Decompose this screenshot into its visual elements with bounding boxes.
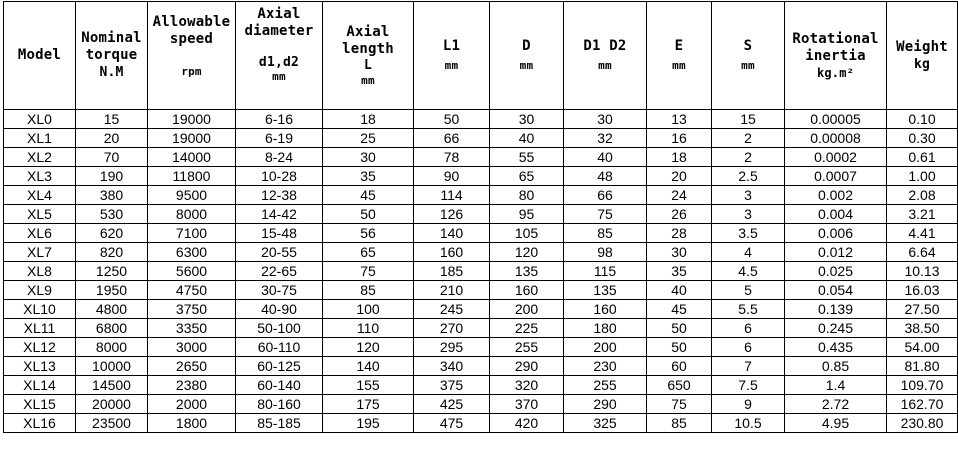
cell-axial-diameter: 80-160 xyxy=(236,395,323,414)
cell-allowable-speed: 8000 xyxy=(148,205,236,224)
cell-weight: 1.00 xyxy=(887,167,958,186)
cell-e: 50 xyxy=(647,338,712,357)
cell-rotational-inertia: 0.004 xyxy=(785,205,887,224)
cell-axial-length: 100 xyxy=(323,300,414,319)
cell-model: XL5 xyxy=(4,205,76,224)
cell-rotational-inertia: 0.025 xyxy=(785,262,887,281)
cell-axial-diameter: 8-24 xyxy=(236,148,323,167)
header-axial-diameter: Axial diameter d1,d2 mm xyxy=(236,2,323,110)
cell-s: 2 xyxy=(712,148,785,167)
cell-weight: 109.70 xyxy=(887,376,958,395)
cell-axial-diameter: 22-65 xyxy=(236,262,323,281)
header-model: Model xyxy=(4,2,76,110)
cell-e: 45 xyxy=(647,300,712,319)
cell-l1: 140 xyxy=(414,224,490,243)
header-row xyxy=(4,2,958,110)
cell-axial-length: 195 xyxy=(323,414,414,433)
cell-model: XL16 xyxy=(4,414,76,433)
cell-weight: 2.08 xyxy=(887,186,958,205)
cell-nominal-torque: 1950 xyxy=(76,281,148,300)
cell-l1: 210 xyxy=(414,281,490,300)
cell-e: 24 xyxy=(647,186,712,205)
cell-s: 2.5 xyxy=(712,167,785,186)
cell-l1: 185 xyxy=(414,262,490,281)
cell-l1: 50 xyxy=(414,110,490,129)
cell-d1-d2: 98 xyxy=(564,243,647,262)
cell-weight: 16.03 xyxy=(887,281,958,300)
header-d: D mm xyxy=(490,2,564,110)
cell-d1-d2: 115 xyxy=(564,262,647,281)
cell-weight: 0.61 xyxy=(887,148,958,167)
cell-d1-d2: 180 xyxy=(564,319,647,338)
cell-nominal-torque: 14500 xyxy=(76,376,148,395)
cell-d: 120 xyxy=(490,243,564,262)
header-allowable-speed: Allowable speed rpm xyxy=(148,2,236,110)
cell-d: 30 xyxy=(490,110,564,129)
cell-allowable-speed: 3750 xyxy=(148,300,236,319)
cell-axial-length: 120 xyxy=(323,338,414,357)
cell-rotational-inertia: 0.435 xyxy=(785,338,887,357)
table-row xyxy=(4,129,958,148)
cell-d: 135 xyxy=(490,262,564,281)
cell-nominal-torque: 380 xyxy=(76,186,148,205)
cell-d: 55 xyxy=(490,148,564,167)
cell-nominal-torque: 190 xyxy=(76,167,148,186)
header-rotational-inertia: Rotational inertia kg.m² xyxy=(785,2,887,110)
cell-d: 420 xyxy=(490,414,564,433)
cell-d: 370 xyxy=(490,395,564,414)
cell-e: 28 xyxy=(647,224,712,243)
cell-axial-diameter: 14-42 xyxy=(236,205,323,224)
cell-model: XL0 xyxy=(4,110,76,129)
cell-nominal-torque: 530 xyxy=(76,205,148,224)
cell-axial-diameter: 12-38 xyxy=(236,186,323,205)
cell-allowable-speed: 2380 xyxy=(148,376,236,395)
header-s: S mm xyxy=(712,2,785,110)
cell-d: 40 xyxy=(490,129,564,148)
cell-axial-length: 35 xyxy=(323,167,414,186)
cell-allowable-speed: 2650 xyxy=(148,357,236,376)
cell-model: XL9 xyxy=(4,281,76,300)
cell-allowable-speed: 1800 xyxy=(148,414,236,433)
header-weight: Weight kg xyxy=(887,2,958,110)
table-row xyxy=(4,319,958,338)
cell-d1-d2: 325 xyxy=(564,414,647,433)
cell-rotational-inertia: 0.245 xyxy=(785,319,887,338)
table-row xyxy=(4,357,958,376)
cell-l1: 78 xyxy=(414,148,490,167)
cell-axial-diameter: 6-19 xyxy=(236,129,323,148)
cell-axial-length: 50 xyxy=(323,205,414,224)
cell-nominal-torque: 6800 xyxy=(76,319,148,338)
cell-e: 650 xyxy=(647,376,712,395)
cell-model: XL11 xyxy=(4,319,76,338)
cell-axial-diameter: 15-48 xyxy=(236,224,323,243)
cell-nominal-torque: 15 xyxy=(76,110,148,129)
table-row xyxy=(4,300,958,319)
cell-axial-length: 65 xyxy=(323,243,414,262)
cell-e: 40 xyxy=(647,281,712,300)
cell-d: 95 xyxy=(490,205,564,224)
cell-e: 60 xyxy=(647,357,712,376)
cell-l1: 90 xyxy=(414,167,490,186)
cell-nominal-torque: 8000 xyxy=(76,338,148,357)
cell-d1-d2: 66 xyxy=(564,186,647,205)
cell-d1-d2: 135 xyxy=(564,281,647,300)
cell-allowable-speed: 3350 xyxy=(148,319,236,338)
cell-allowable-speed: 19000 xyxy=(148,129,236,148)
cell-s: 9 xyxy=(712,395,785,414)
cell-e: 20 xyxy=(647,167,712,186)
cell-axial-diameter: 85-185 xyxy=(236,414,323,433)
cell-axial-length: 75 xyxy=(323,262,414,281)
cell-l1: 270 xyxy=(414,319,490,338)
cell-allowable-speed: 11800 xyxy=(148,167,236,186)
cell-axial-length: 155 xyxy=(323,376,414,395)
cell-s: 4 xyxy=(712,243,785,262)
table-row xyxy=(4,205,958,224)
cell-axial-length: 30 xyxy=(323,148,414,167)
cell-d1-d2: 230 xyxy=(564,357,647,376)
cell-d: 105 xyxy=(490,224,564,243)
cell-nominal-torque: 10000 xyxy=(76,357,148,376)
cell-model: XL7 xyxy=(4,243,76,262)
table-row xyxy=(4,395,958,414)
cell-model: XL15 xyxy=(4,395,76,414)
cell-e: 50 xyxy=(647,319,712,338)
cell-rotational-inertia: 0.00008 xyxy=(785,129,887,148)
cell-l1: 340 xyxy=(414,357,490,376)
cell-axial-diameter: 20-55 xyxy=(236,243,323,262)
cell-weight: 10.13 xyxy=(887,262,958,281)
cell-axial-length: 110 xyxy=(323,319,414,338)
cell-weight: 0.10 xyxy=(887,110,958,129)
table-row xyxy=(4,281,958,300)
cell-s: 4.5 xyxy=(712,262,785,281)
cell-allowable-speed: 19000 xyxy=(148,110,236,129)
cell-allowable-speed: 6300 xyxy=(148,243,236,262)
cell-axial-length: 25 xyxy=(323,129,414,148)
cell-d1-d2: 48 xyxy=(564,167,647,186)
cell-e: 30 xyxy=(647,243,712,262)
cell-d: 225 xyxy=(490,319,564,338)
cell-e: 16 xyxy=(647,129,712,148)
cell-weight: 38.50 xyxy=(887,319,958,338)
cell-axial-diameter: 10-28 xyxy=(236,167,323,186)
cell-s: 3 xyxy=(712,186,785,205)
cell-s: 2 xyxy=(712,129,785,148)
cell-d: 290 xyxy=(490,357,564,376)
cell-l1: 126 xyxy=(414,205,490,224)
table-row xyxy=(4,338,958,357)
cell-s: 10.5 xyxy=(712,414,785,433)
cell-weight: 230.80 xyxy=(887,414,958,433)
cell-s: 7.5 xyxy=(712,376,785,395)
cell-axial-diameter: 60-110 xyxy=(236,338,323,357)
cell-nominal-torque: 20 xyxy=(76,129,148,148)
table-row xyxy=(4,414,958,433)
cell-rotational-inertia: 0.012 xyxy=(785,243,887,262)
cell-model: XL2 xyxy=(4,148,76,167)
cell-rotational-inertia: 0.0002 xyxy=(785,148,887,167)
cell-model: XL14 xyxy=(4,376,76,395)
cell-rotational-inertia: 0.0007 xyxy=(785,167,887,186)
cell-e: 13 xyxy=(647,110,712,129)
cell-weight: 54.00 xyxy=(887,338,958,357)
cell-weight: 3.21 xyxy=(887,205,958,224)
cell-e: 75 xyxy=(647,395,712,414)
cell-weight: 162.70 xyxy=(887,395,958,414)
cell-e: 35 xyxy=(647,262,712,281)
cell-s: 7 xyxy=(712,357,785,376)
header-axial-length: Axial length L mm xyxy=(323,2,414,110)
cell-allowable-speed: 14000 xyxy=(148,148,236,167)
cell-d1-d2: 32 xyxy=(564,129,647,148)
cell-weight: 27.50 xyxy=(887,300,958,319)
cell-rotational-inertia: 0.054 xyxy=(785,281,887,300)
cell-e: 18 xyxy=(647,148,712,167)
spec-table-body xyxy=(4,110,958,433)
cell-l1: 375 xyxy=(414,376,490,395)
cell-weight: 6.64 xyxy=(887,243,958,262)
cell-rotational-inertia: 1.4 xyxy=(785,376,887,395)
cell-d: 80 xyxy=(490,186,564,205)
cell-axial-diameter: 60-140 xyxy=(236,376,323,395)
cell-s: 5 xyxy=(712,281,785,300)
header-e: E mm xyxy=(647,2,712,110)
cell-nominal-torque: 820 xyxy=(76,243,148,262)
cell-l1: 475 xyxy=(414,414,490,433)
table-row xyxy=(4,148,958,167)
cell-d1-d2: 40 xyxy=(564,148,647,167)
cell-axial-length: 45 xyxy=(323,186,414,205)
cell-allowable-speed: 9500 xyxy=(148,186,236,205)
cell-axial-diameter: 6-16 xyxy=(236,110,323,129)
cell-axial-length: 175 xyxy=(323,395,414,414)
cell-rotational-inertia: 0.006 xyxy=(785,224,887,243)
cell-d1-d2: 30 xyxy=(564,110,647,129)
cell-d: 320 xyxy=(490,376,564,395)
cell-s: 6 xyxy=(712,319,785,338)
cell-allowable-speed: 7100 xyxy=(148,224,236,243)
cell-l1: 295 xyxy=(414,338,490,357)
cell-weight: 81.80 xyxy=(887,357,958,376)
cell-axial-diameter: 30-75 xyxy=(236,281,323,300)
cell-d: 65 xyxy=(490,167,564,186)
cell-rotational-inertia: 4.95 xyxy=(785,414,887,433)
cell-l1: 66 xyxy=(414,129,490,148)
cell-nominal-torque: 70 xyxy=(76,148,148,167)
cell-axial-diameter: 60-125 xyxy=(236,357,323,376)
cell-model: XL4 xyxy=(4,186,76,205)
coupling-spec-table xyxy=(3,1,958,433)
cell-s: 5.5 xyxy=(712,300,785,319)
table-row xyxy=(4,110,958,129)
cell-rotational-inertia: 0.139 xyxy=(785,300,887,319)
cell-axial-length: 140 xyxy=(323,357,414,376)
cell-d1-d2: 75 xyxy=(564,205,647,224)
cell-e: 26 xyxy=(647,205,712,224)
cell-nominal-torque: 1250 xyxy=(76,262,148,281)
cell-model: XL6 xyxy=(4,224,76,243)
cell-l1: 160 xyxy=(414,243,490,262)
cell-axial-length: 85 xyxy=(323,281,414,300)
cell-d: 255 xyxy=(490,338,564,357)
header-l1: L1 mm xyxy=(414,2,490,110)
cell-d: 200 xyxy=(490,300,564,319)
cell-nominal-torque: 23500 xyxy=(76,414,148,433)
cell-d1-d2: 255 xyxy=(564,376,647,395)
cell-d1-d2: 85 xyxy=(564,224,647,243)
cell-model: XL13 xyxy=(4,357,76,376)
cell-allowable-speed: 4750 xyxy=(148,281,236,300)
cell-nominal-torque: 20000 xyxy=(76,395,148,414)
cell-allowable-speed: 5600 xyxy=(148,262,236,281)
cell-d1-d2: 160 xyxy=(564,300,647,319)
cell-model: XL10 xyxy=(4,300,76,319)
cell-s: 15 xyxy=(712,110,785,129)
cell-s: 3.5 xyxy=(712,224,785,243)
cell-e: 85 xyxy=(647,414,712,433)
cell-rotational-inertia: 2.72 xyxy=(785,395,887,414)
cell-rotational-inertia: 0.00005 xyxy=(785,110,887,129)
table-row xyxy=(4,167,958,186)
cell-d1-d2: 290 xyxy=(564,395,647,414)
cell-s: 6 xyxy=(712,338,785,357)
cell-l1: 425 xyxy=(414,395,490,414)
cell-nominal-torque: 620 xyxy=(76,224,148,243)
table-row xyxy=(4,376,958,395)
cell-model: XL8 xyxy=(4,262,76,281)
cell-d1-d2: 200 xyxy=(564,338,647,357)
cell-axial-length: 18 xyxy=(323,110,414,129)
cell-allowable-speed: 3000 xyxy=(148,338,236,357)
table-row xyxy=(4,224,958,243)
cell-s: 3 xyxy=(712,205,785,224)
cell-allowable-speed: 2000 xyxy=(148,395,236,414)
cell-weight: 4.41 xyxy=(887,224,958,243)
cell-rotational-inertia: 0.85 xyxy=(785,357,887,376)
cell-rotational-inertia: 0.002 xyxy=(785,186,887,205)
cell-weight: 0.30 xyxy=(887,129,958,148)
table-row xyxy=(4,243,958,262)
cell-axial-diameter: 40-90 xyxy=(236,300,323,319)
cell-model: XL3 xyxy=(4,167,76,186)
cell-model: XL12 xyxy=(4,338,76,357)
cell-axial-length: 56 xyxy=(323,224,414,243)
cell-d: 160 xyxy=(490,281,564,300)
cell-l1: 245 xyxy=(414,300,490,319)
header-nominal-torque: Nominal torque N.M xyxy=(76,2,148,110)
cell-model: XL1 xyxy=(4,129,76,148)
cell-axial-diameter: 50-100 xyxy=(236,319,323,338)
table-row xyxy=(4,186,958,205)
header-d1-d2: D1 D2 mm xyxy=(564,2,647,110)
cell-nominal-torque: 4800 xyxy=(76,300,148,319)
table-row xyxy=(4,262,958,281)
cell-l1: 114 xyxy=(414,186,490,205)
